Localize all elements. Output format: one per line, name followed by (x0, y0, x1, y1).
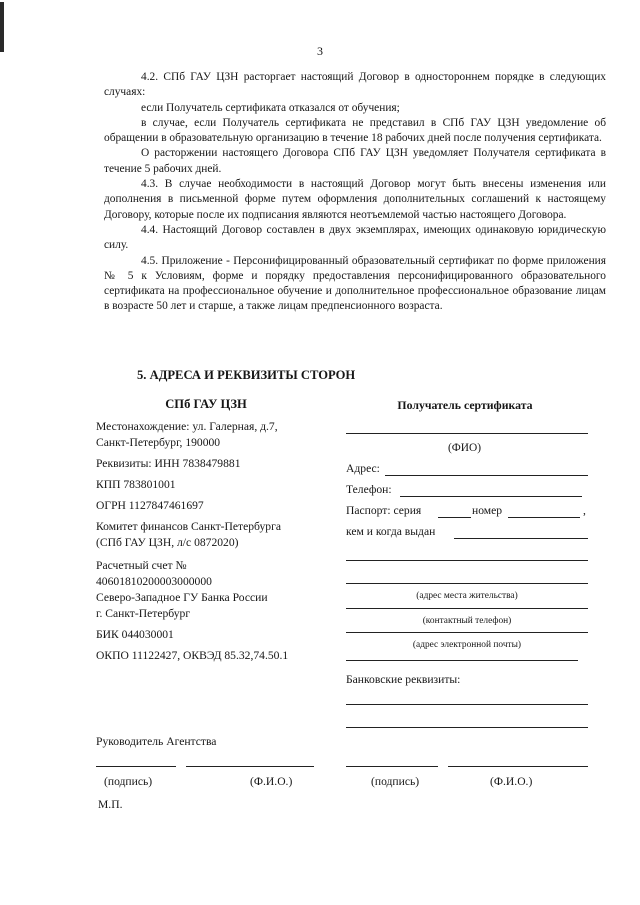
passport-issued-label: кем и когда выдан (346, 525, 436, 538)
agency-kpp: КПП 783801001 (96, 478, 176, 491)
clause-4-2-notice: О расторжении настоящего Договора СПб ГАУ ЦЗН уведомляет Получателя сертификата в течение 5 рабочих дней. (104, 147, 606, 175)
agency-committee-line-1: Комитет финансов Санкт-Петербурга (96, 520, 282, 533)
clause-4-3: 4.3. В случае необходимости в настоящий Договор могут быть внесены изменения или дополнения в письменной форме путем оформления дополнительных соглашений к настоящему Договору, которые после их подписания являются неотъемлемой частью настоящего Договора. (104, 178, 606, 221)
recipient-phone-line (400, 496, 582, 497)
recipient-blank-line-1 (346, 560, 588, 561)
recipient-heading: Получатель сертификата (397, 398, 533, 412)
agency-address-line-2: Санкт-Петербург, 190000 (96, 436, 221, 449)
page-number: 3 (317, 44, 323, 58)
agency-bank-line-1: Северо-Западное ГУ Банка России (96, 591, 268, 604)
clause-4-5: 4.5. Приложение - Персонифицированный образовательный сертификат по форме приложения № 5 к Условиям, форме и порядку предоставления персонифицированного образовательного сертификата на профессиональное обучение и дополнительное профессиональное образование лицам в возрасте 50 лет и старше, а также лицам предпенсионного возраста. (104, 254, 606, 313)
clause-4-4: 4.4. Настоящий Договор составлен в двух экземплярах, имеющих одинаковую юридическую силу. (104, 223, 606, 252)
email-caption: (адрес электронной почты) (412, 640, 522, 650)
recipient-signature-line (346, 766, 438, 767)
agency-fio-caption: (Ф.И.О.) (250, 775, 293, 788)
recipient-address-line (385, 475, 588, 476)
bank-requisites-label: Банковские реквизиты: (346, 673, 461, 686)
passport-series-label: Паспорт: серия (346, 504, 422, 517)
recipient-fio-caption: (ФИО) (448, 442, 482, 454)
contract-body (104, 70, 606, 315)
agency-ogrn: ОГРН 1127847461697 (96, 499, 204, 512)
agency-bik: БИК 044030001 (96, 628, 174, 641)
agency-heading: СПб ГАУ ЦЗН (165, 397, 247, 411)
agency-committee-line-2: (СПб ГАУ ЦЗН, л/с 0872020) (96, 536, 239, 549)
phone-caption: (контактный телефон) (422, 616, 512, 626)
agency-address-line-1: Местонахождение: ул. Галерная, д.7, (96, 420, 278, 433)
agency-bank-line-2: г. Санкт-Петербург (96, 607, 191, 620)
recipient-residence-line (346, 583, 588, 584)
passport-comma: , (583, 504, 586, 517)
recipient-address-label: Адрес: (346, 462, 380, 475)
agency-account-label: Расчетный счет № (96, 559, 187, 572)
recipient-sign-caption: (подпись) (371, 775, 420, 788)
agency-okpo: ОКПО 11122427, ОКВЭД 85.32,74.50.1 (96, 649, 289, 662)
residence-caption: (адрес места жительства) (416, 591, 518, 601)
recipient-phone-contact-line (346, 608, 588, 609)
bank-line-2 (346, 727, 588, 728)
section-title: 5. АДРЕСА И РЕКВИЗИТЫ СТОРОН (137, 368, 356, 382)
clause-4-2-case-1: если Получатель сертификата отказался от обучения; (141, 101, 400, 114)
recipient-phone-label: Телефон: (346, 483, 392, 496)
agency-sign-caption: (подпись) (104, 775, 153, 788)
stamp-label: М.П. (98, 798, 123, 811)
clause-4-2: 4.2. СПб ГАУ ЦЗН расторгает настоящий Договор в одностороннем порядке в следующих случаях: (104, 71, 606, 99)
recipient-fio-signature-line (448, 766, 588, 767)
recipient-fio-sign-caption: (Ф.И.О.) (490, 775, 533, 788)
recipient-fio-line (346, 433, 588, 434)
agency-inn: Реквизиты: ИНН 7838479881 (96, 457, 241, 470)
agency-signature-line (96, 766, 176, 767)
passport-number-line (508, 517, 580, 518)
agency-fio-line (186, 766, 314, 767)
recipient-email-line (346, 632, 588, 633)
agency-head-label: Руководитель Агентства (96, 735, 217, 748)
passport-issued-line (454, 538, 588, 539)
agency-account-number: 40601810200003000000 (96, 575, 212, 588)
clause-4-2-case-2: в случае, если Получатель сертификата не представил в СПб ГАУ ЦЗН уведомление об обращении в образовательную организацию в течение 18 рабочих дней после получения сертификата. (104, 116, 606, 145)
passport-number-label: номер (472, 504, 503, 517)
recipient-blank-line-2 (346, 660, 578, 661)
bank-line-1 (346, 704, 588, 705)
passport-series-line (438, 517, 471, 518)
